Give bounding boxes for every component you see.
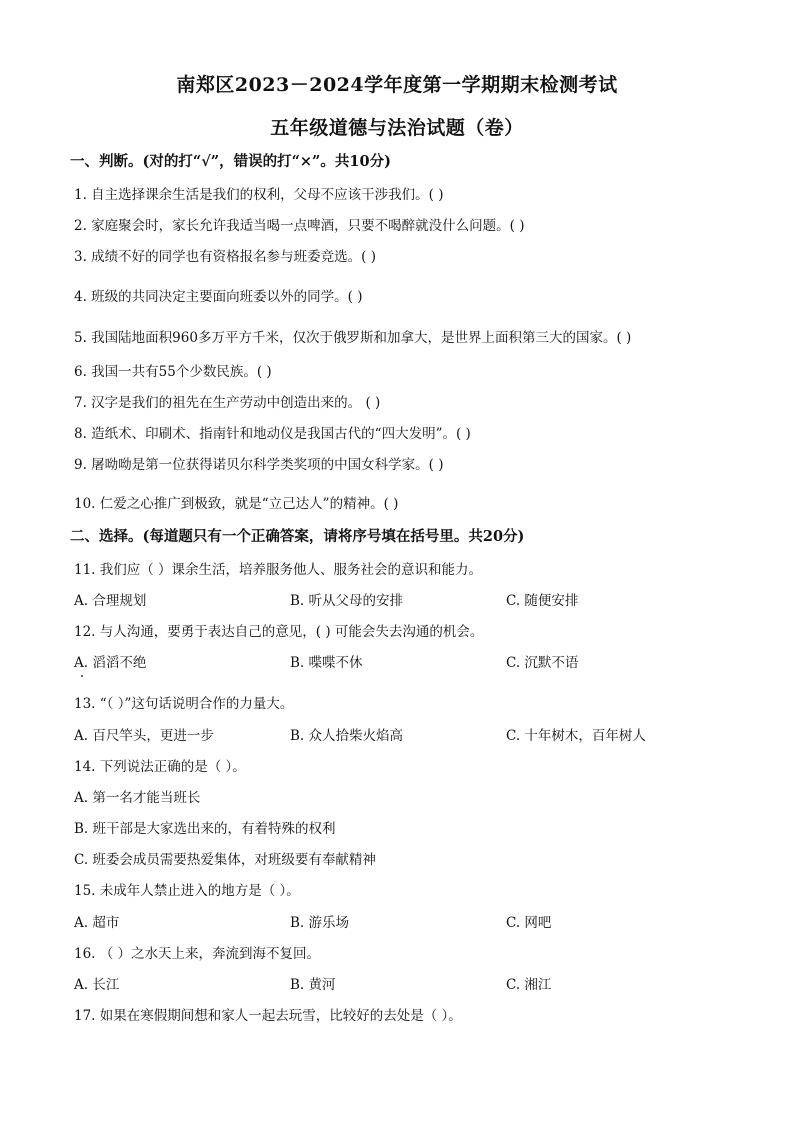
question-15: 15. 未成年人禁止进入的地方是（ ）。 <box>74 883 300 899</box>
exam-title: 南郑区2023－2024学年度第一学期期末检测考试 <box>176 74 618 96</box>
question-14: 14. 下列说法正确的是（ ）。 <box>74 759 246 775</box>
q12-option-c: C. 沉默不语 <box>506 655 579 671</box>
question-16: 16. （ ）之水天上来，奔流到海不复回。 <box>74 946 321 962</box>
q12-option-b: B. 喋喋不休 <box>290 655 363 671</box>
question-7: 7. 汉字是我们的祖先在生产劳动中创造出来的。 ( ) <box>74 395 381 411</box>
q16-option-b: B. 黄河 <box>290 977 336 993</box>
question-8: 8. 造纸术、印刷术、指南针和地动仪是我国古代的“四大发明”。( ) <box>74 426 471 442</box>
exam-subtitle: 五年级道德与法治试题（卷） <box>270 117 524 139</box>
question-1: 1. 自主选择课余生活是我们的权利，父母不应该干涉我们。( ) <box>74 187 444 203</box>
q15-option-b: B. 游乐场 <box>290 915 350 931</box>
question-11: 11. 我们应（ ）课余生活，培养服务他人、服务社会的意识和能力。 <box>74 562 483 578</box>
q14-option-b: B. 班干部是大家选出来的，有着特殊的权利 <box>74 821 336 837</box>
q13-option-c: C. 十年树木，百年树人 <box>506 728 646 744</box>
q11-option-c: C. 随便安排 <box>506 593 579 609</box>
question-6: 6. 我国一共有55个少数民族。( ) <box>74 364 272 380</box>
q11-option-b: B. 听从父母的安排 <box>290 593 404 609</box>
question-3: 3. 成绩不好的同学也有资格报名参与班委竞选。( ) <box>74 249 376 265</box>
q11-option-a: A. 合理规划 <box>74 593 147 609</box>
q14-option-a: A. 第一名才能当班长 <box>74 790 201 806</box>
section-2-heading: 二、选择。(每道题只有一个正确答案，请将序号填在括号里。共20分) <box>70 528 525 545</box>
question-9: 9. 屠呦呦是第一位获得诺贝尔科学类奖项的中国女科学家。( ) <box>74 457 444 473</box>
question-10: 10. 仁爱之心推广到极致，就是“立己达人”的精神。( ) <box>74 496 399 512</box>
q15-option-a: A. 超市 <box>74 915 120 931</box>
stray-dot <box>81 675 83 677</box>
q16-option-c: C. 湘江 <box>506 977 552 993</box>
q14-option-c: C. 班委会成员需要热爱集体，对班级要有奉献精神 <box>74 852 376 868</box>
q13-option-b: B. 众人拾柴火焰高 <box>290 728 404 744</box>
question-12: 12. 与人沟通，要勇于表达自己的意见，( ) 可能会失去沟通的机会。 <box>74 624 484 640</box>
question-5: 5. 我国陆地面积960多万平方千米，仅次于俄罗斯和加拿大，是世界上面积第三大的国家。( ) <box>74 330 632 346</box>
q15-option-c: C. 网吧 <box>506 915 552 931</box>
q16-option-a: A. 长江 <box>74 977 120 993</box>
section-1-heading: 一、判断。(对的打“√”，错误的打“×”。共10分) <box>70 153 391 170</box>
question-13: 13. “（ ）”这句话说明合作的力量大。 <box>74 696 294 712</box>
question-4: 4. 班级的共同决定主要面向班委以外的同学。( ) <box>74 289 363 305</box>
question-2: 2. 家庭聚会时，家长允许我适当喝一点啤酒，只要不喝醉就没什么问题。( ) <box>74 218 525 234</box>
q13-option-a: A. 百尺竿头，更进一步 <box>74 728 214 744</box>
question-17: 17. 如果在寒假期间想和家人一起去玩雪，比较好的去处是（ ）。 <box>74 1008 462 1024</box>
q12-option-a: A. 滔滔不绝 <box>74 655 147 671</box>
